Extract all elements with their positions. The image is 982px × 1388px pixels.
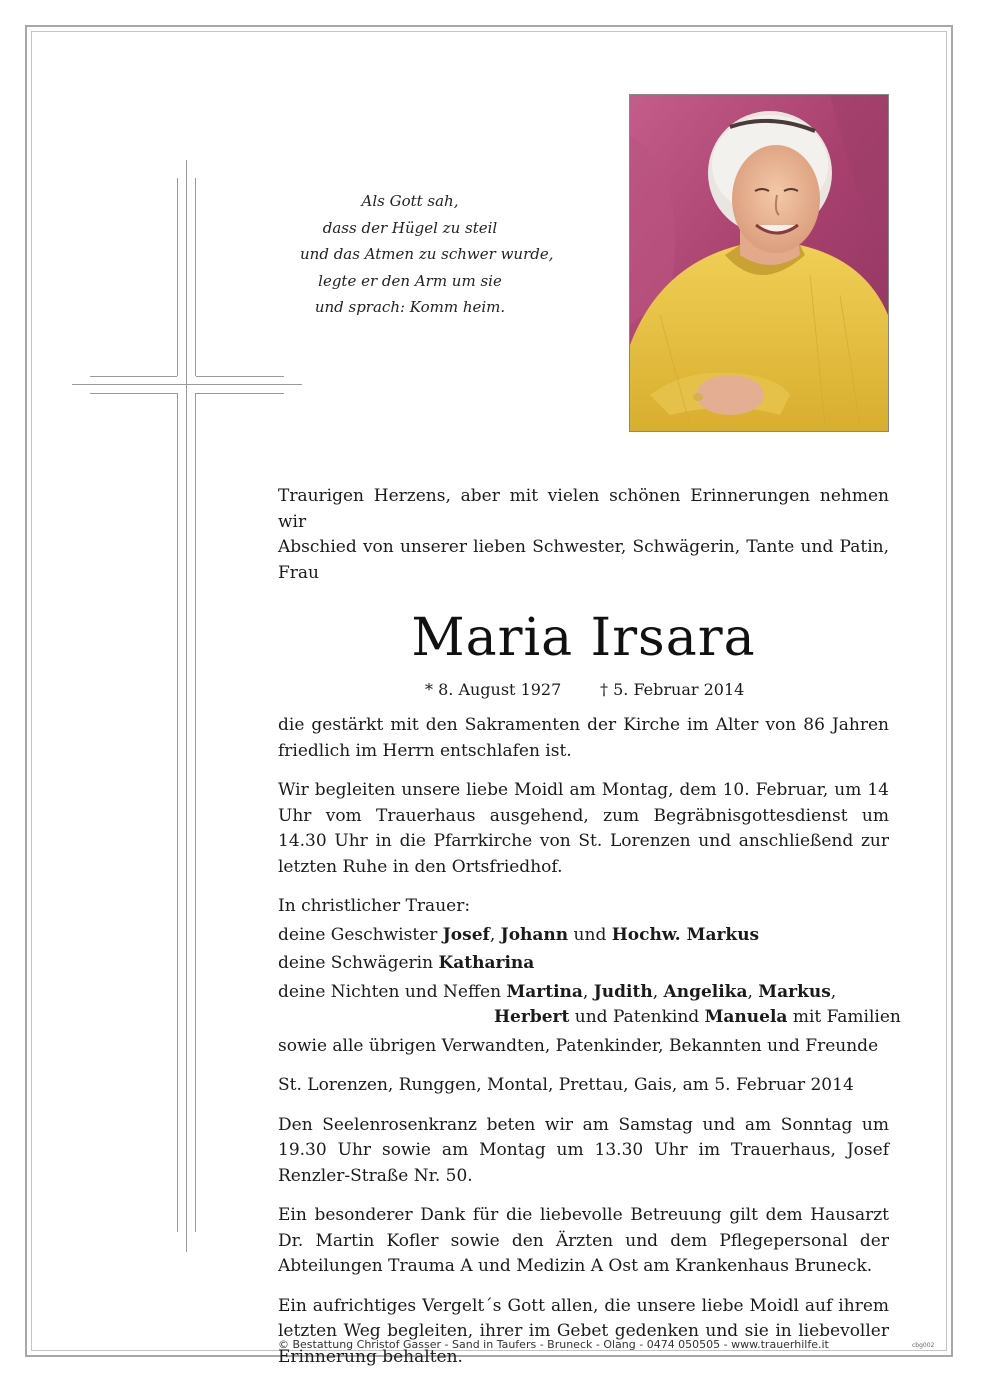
rosary-paragraph: Den Seelenrosenkranz beten wir am Samstag und am Sonntag um 19.30 Uhr sowie am Montag um 13.30 Uhr im Trauerhaus, Josef Renzler-Straße Nr. 50. <box>278 1114 889 1186</box>
poem-line: Als Gott sah, <box>361 192 459 210</box>
separator: und <box>568 924 612 945</box>
life-dates <box>278 677 889 701</box>
poem-line: und das Atmen zu schwer wurde, <box>300 245 554 263</box>
closing-paragraph: Ein aufrichtiges Vergelt´s Gott allen, die unsere liebe Moidl auf ihrem letzten Weg begleiten, ihrer im Gebet gedenken und sie in liebevoller Erinnerung behalten. <box>278 1295 889 1367</box>
siblings-prefix: deine Geschwister <box>278 924 443 945</box>
sisterinlaw-prefix: deine Schwägerin <box>278 953 439 973</box>
separator: , <box>489 924 501 945</box>
mourner-name: Herbert <box>494 1007 570 1027</box>
siblings-line <box>278 923 889 949</box>
footer-credit: © Bestattung Christof Gasser - Sand in Taufers - Bruneck - Olang - 0474 050505 - www.trauerhilfe.it <box>278 1338 829 1351</box>
funeral-paragraph: Wir begleiten unsere liebe Moidl am Montag, dem 10. Februar, um 14 Uhr vom Trauerhaus ausgehend, zum Begräbnisgottesdienst um 14.30 Uhr in die Pfarrkirche von St. Lorenzen und anschließend zur letzten Ruhe in den Ortsfriedhof. <box>278 780 889 877</box>
poem-line: legte er den Arm um sie <box>318 271 502 290</box>
mourner-name: Markus <box>758 981 831 1002</box>
nieces-mid: und Patenkind <box>569 1007 705 1027</box>
sisterinlaw-line <box>278 951 889 977</box>
deceased-name: Maria Irsara <box>411 608 756 668</box>
mourner-name: Judith <box>593 981 653 1002</box>
nieces-suffix: mit Familien <box>787 1007 901 1027</box>
others-line: sowie alle übrigen Verwandten, Patenkinder, Bekannten und Freunde <box>278 1035 879 1056</box>
mourner-name: Martina <box>506 981 583 1002</box>
intro-line: Abschied von unserer lieben Schwester, Schwägerin, Tante und Patin, Frau <box>278 537 889 583</box>
place-date: St. Lorenzen, Runggen, Montal, Prettau, Gais, am 5. Februar 2014 <box>278 1075 854 1095</box>
mourners-heading: In christlicher Trauer: <box>278 896 471 916</box>
nieces-line-cont <box>278 1005 901 1031</box>
mourner-name: Manuela <box>704 1007 788 1027</box>
portrait-photo <box>629 94 889 432</box>
poem-line: und sprach: Komm heim. <box>314 298 506 316</box>
intro <box>278 484 889 586</box>
intro-line: Traurigen Herzens, aber mit vielen schönen Erinnerungen nehmen wir <box>278 486 889 532</box>
poem-line: dass der Hügel zu steil <box>322 218 498 237</box>
separator: , <box>582 981 594 1002</box>
nieces-prefix: deine Nichten und Neffen <box>278 981 507 1002</box>
passed-paragraph: die gestärkt mit den Sakramenten der Kirche im Alter von 86 Jahren friedlich im Herrn entschlafen ist. <box>278 715 889 761</box>
mourner-name: Angelika <box>663 981 748 1002</box>
document-code: cbg002 <box>912 1342 935 1349</box>
separator: , <box>747 981 759 1002</box>
mourner-name: Hochw. Markus <box>611 924 760 945</box>
mourners <box>278 894 901 1059</box>
birth-date: * 8. August 1927 <box>425 680 562 699</box>
mourner-name: Johann <box>500 924 569 945</box>
poem <box>300 188 554 321</box>
separator: , <box>652 981 664 1002</box>
mourner-name: Josef <box>442 924 490 945</box>
nieces-line <box>278 980 889 1006</box>
separator: , <box>830 981 837 1002</box>
death-date: † 5. Februar 2014 <box>600 680 745 699</box>
mourner-name: Katharina <box>438 953 535 973</box>
obituary-text <box>278 484 901 1370</box>
thanks-paragraph: Ein besonderer Dank für die liebevolle Betreuung gilt dem Hausarzt Dr. Martin Kofler sowie den Ärzten und dem Pflegepersonal der Abteilungen Trauma A und Medizin A Ost am Krankenhaus Bruneck. <box>278 1205 889 1276</box>
